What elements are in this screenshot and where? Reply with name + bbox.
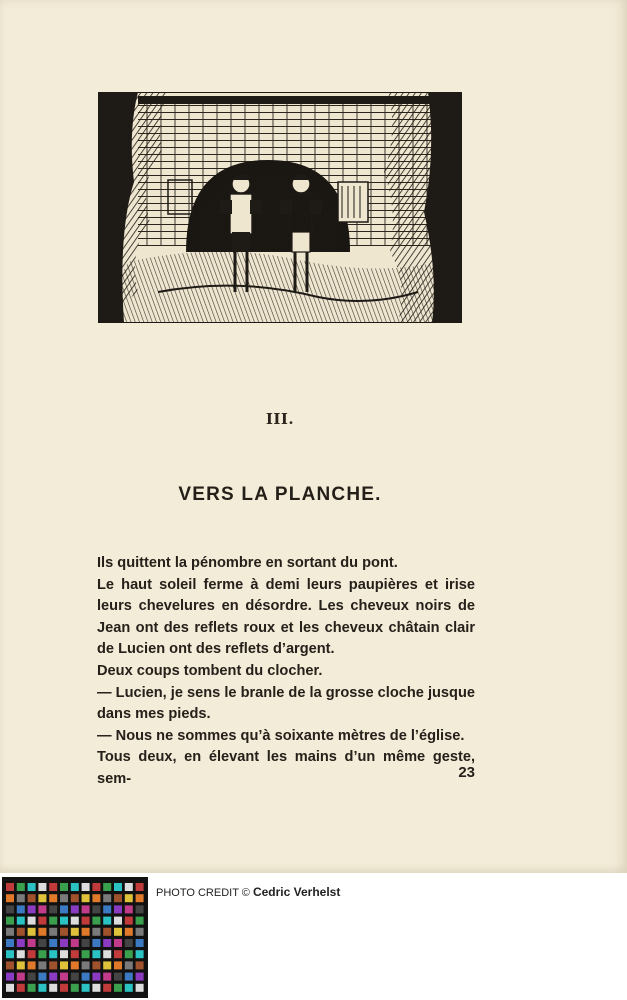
calibration-swatch xyxy=(71,984,79,992)
calibration-swatch xyxy=(38,905,46,913)
calibration-swatch xyxy=(17,905,25,913)
calibration-swatch xyxy=(71,928,79,936)
calibration-swatch xyxy=(6,950,14,958)
calibration-swatch xyxy=(17,950,25,958)
calibration-swatch xyxy=(49,961,57,969)
calibration-swatch xyxy=(114,928,122,936)
calibration-swatch xyxy=(28,905,36,913)
calibration-swatch xyxy=(125,905,133,913)
calibration-swatch xyxy=(60,905,68,913)
calibration-swatch xyxy=(38,973,46,981)
calibration-swatch xyxy=(92,917,100,925)
calibration-swatch xyxy=(28,939,36,947)
calibration-swatch xyxy=(92,905,100,913)
calibration-swatch xyxy=(136,894,144,902)
calibration-swatch xyxy=(6,905,14,913)
calibration-swatch xyxy=(125,928,133,936)
calibration-swatch xyxy=(114,917,122,925)
calibration-swatch xyxy=(92,894,100,902)
calibration-swatch xyxy=(103,917,111,925)
body-text xyxy=(97,553,475,791)
photo-credit-label: PHOTO CREDIT © xyxy=(156,887,250,899)
calibration-swatch xyxy=(82,984,90,992)
calibration-swatch xyxy=(136,939,144,947)
calibration-swatch xyxy=(49,894,57,902)
calibration-swatch xyxy=(38,883,46,891)
calibration-swatch xyxy=(125,917,133,925)
calibration-swatch xyxy=(82,928,90,936)
calibration-swatch xyxy=(103,883,111,891)
calibration-swatch xyxy=(60,961,68,969)
bridge-illustration xyxy=(98,92,462,323)
calibration-swatch xyxy=(38,984,46,992)
calibration-swatch xyxy=(103,905,111,913)
calibration-swatch xyxy=(17,917,25,925)
calibration-swatch xyxy=(136,883,144,891)
calibration-swatch xyxy=(6,973,14,981)
calibration-swatch xyxy=(49,939,57,947)
calibration-swatch xyxy=(125,973,133,981)
calibration-swatch xyxy=(17,928,25,936)
calibration-swatch xyxy=(38,950,46,958)
calibration-swatch xyxy=(136,961,144,969)
calibration-swatch xyxy=(17,961,25,969)
calibration-swatch xyxy=(114,984,122,992)
calibration-swatch xyxy=(38,917,46,925)
calibration-swatch xyxy=(28,961,36,969)
calibration-swatch xyxy=(28,984,36,992)
credit-footer xyxy=(0,873,627,1000)
calibration-swatch xyxy=(6,883,14,891)
calibration-swatch xyxy=(17,894,25,902)
calibration-swatch xyxy=(125,984,133,992)
calibration-swatch xyxy=(60,917,68,925)
paragraph: — Nous ne sommes qu’à soixante mètres de l’église. xyxy=(97,727,465,744)
calibration-swatch xyxy=(114,905,122,913)
calibration-swatch xyxy=(103,950,111,958)
calibration-swatch xyxy=(125,883,133,891)
paragraph: Deux coups tombent du clocher. xyxy=(97,662,323,679)
calibration-swatch xyxy=(49,984,57,992)
calibration-swatch xyxy=(136,950,144,958)
calibration-swatch xyxy=(114,961,122,969)
calibration-swatch xyxy=(17,973,25,981)
calibration-swatch xyxy=(114,894,122,902)
chapter-title: VERS LA PLANCHE. xyxy=(178,484,382,505)
calibration-swatch xyxy=(49,905,57,913)
calibration-swatch xyxy=(92,883,100,891)
calibration-swatch xyxy=(60,950,68,958)
calibration-swatch xyxy=(82,973,90,981)
calibration-swatch xyxy=(92,950,100,958)
calibration-swatch xyxy=(71,973,79,981)
calibration-swatch xyxy=(49,928,57,936)
calibration-swatch xyxy=(125,950,133,958)
calibration-swatch xyxy=(92,939,100,947)
calibration-swatch xyxy=(114,950,122,958)
calibration-swatch xyxy=(82,939,90,947)
paragraph: Ils quittent la pénombre en sortant du pont. xyxy=(97,555,398,571)
calibration-swatch xyxy=(82,917,90,925)
calibration-swatch xyxy=(114,973,122,981)
calibration-swatch xyxy=(28,928,36,936)
calibration-swatch xyxy=(114,939,122,947)
calibration-swatch xyxy=(28,894,36,902)
calibration-swatch xyxy=(103,894,111,902)
calibration-swatch xyxy=(136,905,144,913)
calibration-swatch xyxy=(28,950,36,958)
calibration-swatch xyxy=(103,973,111,981)
calibration-swatch xyxy=(38,894,46,902)
calibration-swatch xyxy=(125,939,133,947)
calibration-swatch xyxy=(71,961,79,969)
calibration-swatch xyxy=(136,917,144,925)
calibration-swatch xyxy=(6,984,14,992)
calibration-swatch xyxy=(92,984,100,992)
calibration-swatch xyxy=(82,961,90,969)
calibration-swatch xyxy=(38,961,46,969)
calibration-swatch xyxy=(6,939,14,947)
calibration-swatch xyxy=(28,973,36,981)
calibration-swatch xyxy=(17,984,25,992)
calibration-swatch xyxy=(6,961,14,969)
calibration-swatch xyxy=(92,973,100,981)
calibration-swatch xyxy=(114,883,122,891)
calibration-swatch xyxy=(136,984,144,992)
photo-credit xyxy=(156,885,340,899)
calibration-swatch xyxy=(136,973,144,981)
calibration-swatch xyxy=(71,917,79,925)
calibration-swatch xyxy=(60,939,68,947)
calibration-swatch xyxy=(82,883,90,891)
paragraph: — Lucien, je sens le branle de la grosse cloche jusque dans mes pieds. xyxy=(97,684,475,723)
calibration-swatch xyxy=(28,917,36,925)
calibration-swatch xyxy=(17,883,25,891)
calibration-swatch xyxy=(82,950,90,958)
calibration-swatch xyxy=(125,961,133,969)
calibration-swatch xyxy=(125,894,133,902)
photo-credit-name: Cedric Verhelst xyxy=(252,885,341,899)
calibration-swatch xyxy=(49,950,57,958)
page-number: 23 xyxy=(458,764,475,781)
calibration-swatch xyxy=(82,894,90,902)
color-calibration-chart xyxy=(2,877,148,998)
calibration-swatch xyxy=(17,939,25,947)
calibration-swatch xyxy=(6,928,14,936)
calibration-swatch xyxy=(6,894,14,902)
calibration-swatch xyxy=(49,973,57,981)
calibration-swatch xyxy=(71,883,79,891)
calibration-swatch xyxy=(38,928,46,936)
calibration-swatch xyxy=(60,928,68,936)
calibration-swatch xyxy=(60,973,68,981)
calibration-swatch xyxy=(28,883,36,891)
calibration-swatch xyxy=(103,984,111,992)
calibration-swatch xyxy=(92,961,100,969)
calibration-swatch xyxy=(60,894,68,902)
calibration-swatch xyxy=(103,961,111,969)
calibration-swatch xyxy=(103,939,111,947)
calibration-swatch xyxy=(38,939,46,947)
calibration-swatch xyxy=(71,894,79,902)
paragraph: Le haut soleil ferme à demi leurs paupières et irise leurs chevelures en désordre. Les cheveux noirs de Jean ont des reflets roux et les cheveux châtain clair de Lucien ont des reflets d’argent. xyxy=(97,576,475,658)
calibration-swatch xyxy=(136,928,144,936)
calibration-swatch xyxy=(92,928,100,936)
calibration-swatch xyxy=(71,939,79,947)
calibration-swatch xyxy=(71,905,79,913)
calibration-swatch xyxy=(71,950,79,958)
calibration-swatch xyxy=(60,984,68,992)
calibration-swatch xyxy=(103,928,111,936)
chapter-number: III. xyxy=(265,410,295,428)
calibration-swatch xyxy=(49,917,57,925)
two-boys-under-bridge-engraving xyxy=(98,92,462,323)
calibration-swatch xyxy=(82,905,90,913)
calibration-swatch xyxy=(60,883,68,891)
calibration-swatch xyxy=(6,917,14,925)
calibration-swatch xyxy=(49,883,57,891)
paragraph: Tous deux, en élevant les mains d’un même geste, sem- xyxy=(97,749,475,787)
